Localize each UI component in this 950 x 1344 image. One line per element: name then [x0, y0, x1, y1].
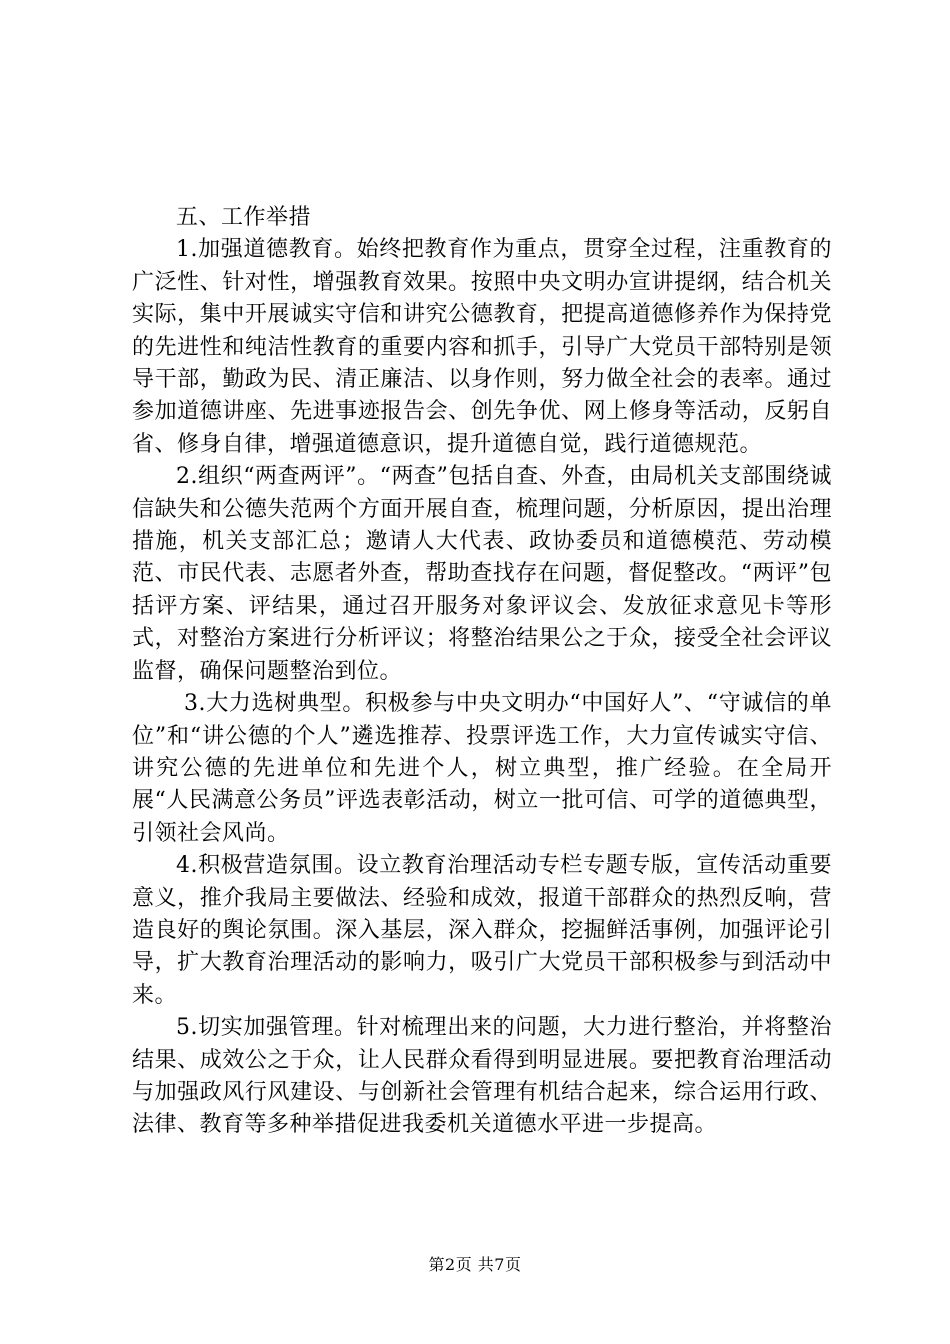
paragraph-create-atmosphere: 4.积极营造氛围。设立教育治理活动专栏专题专版，宣传活动重要意义，推介我局主要做法、经验和成效，报道干部群众的热烈反响，营造良好的舆论氛围。深入基层，深入群众，挖掘鲜活事例，加强评论引导，扩大教育治理活动的影响力，吸引广大党员干部积极参与到活动中来。 [132, 853, 832, 1008]
paragraph-strengthen-management: 5.切实加强管理。针对梳理出来的问题，大力进行整治，并将整治结果、成效公之于众，让人民群众看得到明显进展。要把教育治理活动与加强政风行风建设、与创新社会管理有机结合起来，综合运用行政、法律、教育等多种举措促进我委机关道德水平进一步提高。 [132, 1015, 832, 1138]
document-body [132, 202, 832, 1142]
paragraph-select-models: 3.大力选树典型。积极参与中央文明办“中国好人”、“守诚信的单位”和“讲公德的个人”遴选推荐、投票评选工作，大力宣传诚实守信、讲究公德的先进单位和先进个人，树立典型，推广经验。在全局开展“人民满意公务员”评选表彰活动，树立一批可信、可学的道德典型，引领社会风尚。 [132, 691, 832, 846]
section-heading: 五、工作举措 [176, 205, 312, 230]
paragraph-moral-education: 1.加强道德教育。始终把教育作为重点，贯穿全过程，注重教育的广泛性、针对性，增强教育效果。按照中央文明办宣讲提纲，结合机关实际，集中开展诚实守信和讲究公德教育，把提高道德修养作为保持党的先进性和纯洁性教育的重要内容和抓手，引导广大党员干部特别是领导干部，勤政为民、清正廉洁、以身作则，努力做全社会的表率。通过参加道德讲座、先进事迹报告会、创先争优、网上修身等活动，反躬自省、修身自律，增强道德意识，提升道德自觉，践行道德规范。 [132, 237, 832, 457]
paragraph-two-checks-two-reviews: 2.组织“两查两评”。“两查”包括自查、外查，由局机关支部围绕诚信缺失和公德失范两个方面开展自查，梳理问题，分析原因，提出治理措施，机关支部汇总；邀请人大代表、政协委员和道德模范、劳动模范、市民代表、志愿者外查，帮助查找存在问题，督促整改。“两评”包括评方案、评结果，通过召开服务对象评议会、发放征求意见卡等形式，对整治方案进行分析评议；将整治结果公之于众，接受全社会评议监督，确保问题整治到位。 [132, 464, 832, 684]
page-number-footer: 第2页 共7页 [428, 1255, 522, 1274]
